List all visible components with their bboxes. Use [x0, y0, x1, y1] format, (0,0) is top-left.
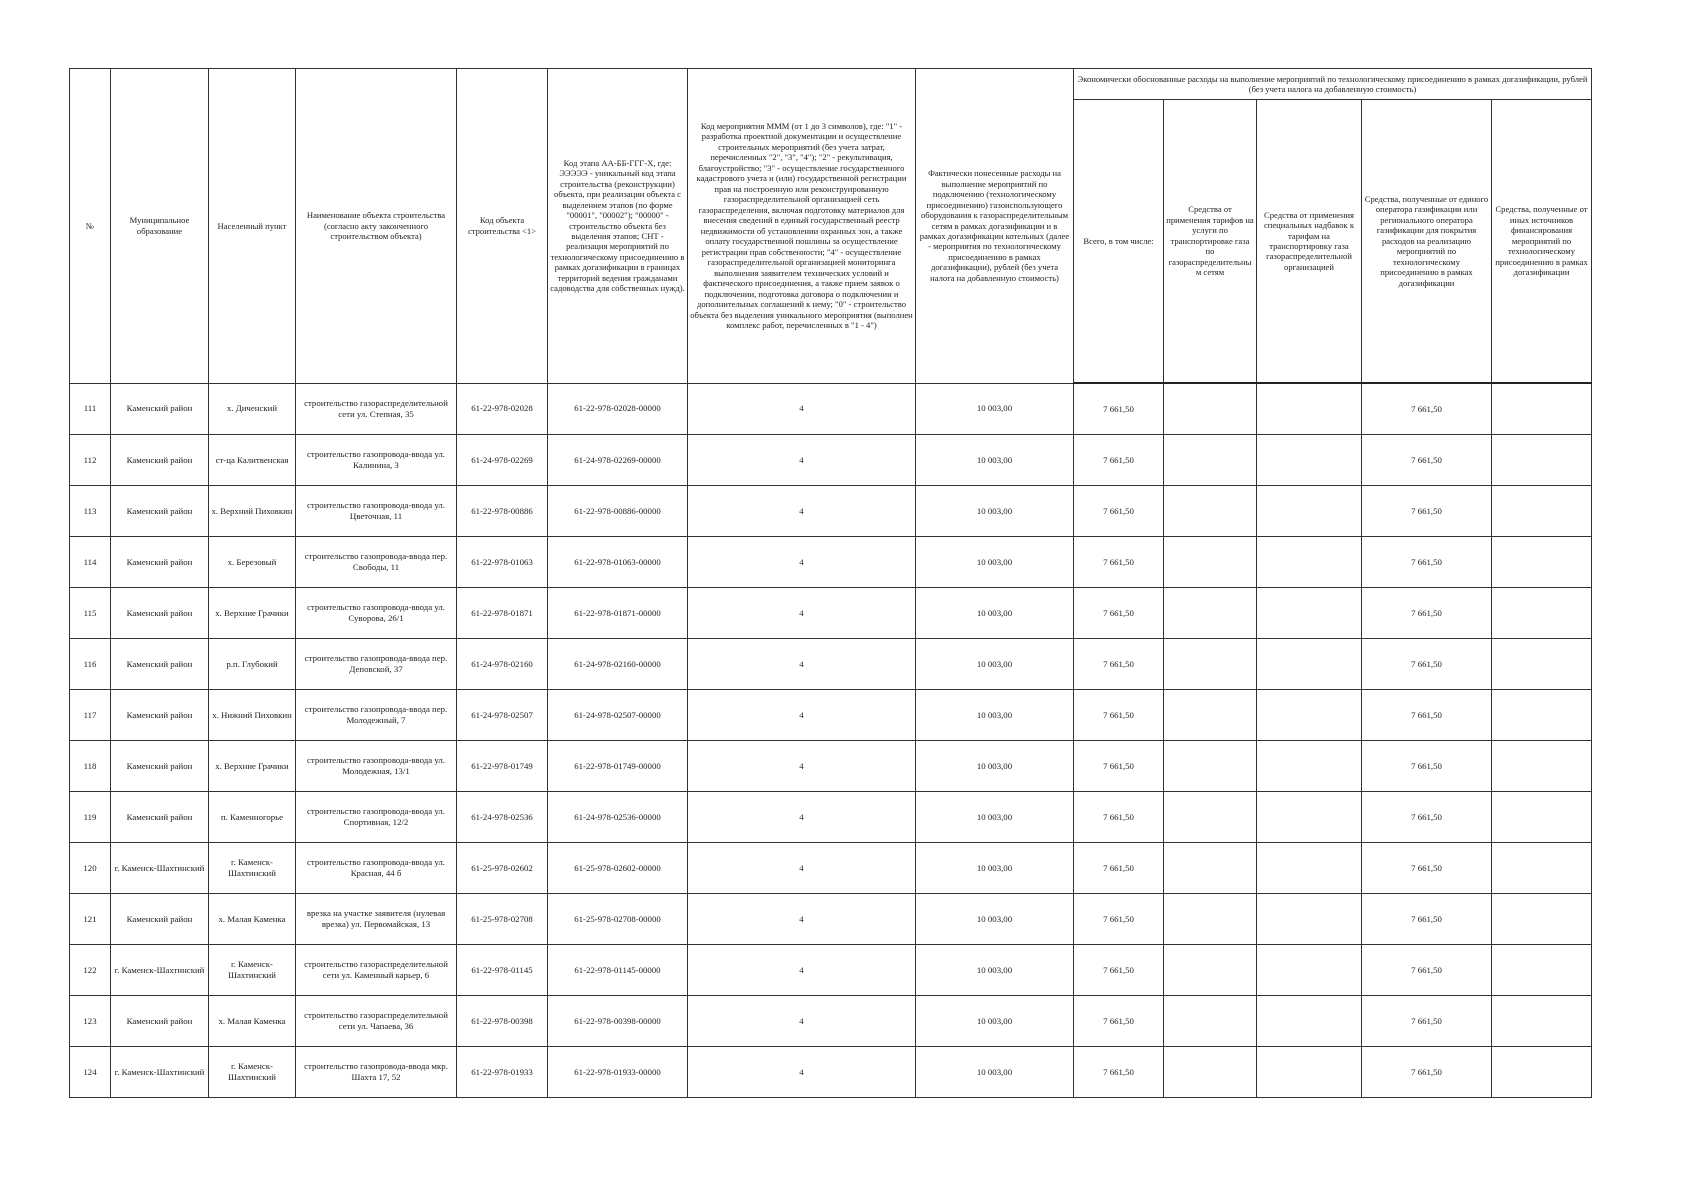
cell-settlement: г. Каменск-Шахтинский [209, 945, 296, 996]
cell-object-name: строительство газопровода-ввода ул. Цветочная, 11 [296, 486, 457, 537]
cell-stage-code: 61-22-978-00398-00000 [548, 996, 688, 1047]
cell-stage-code: 61-22-978-01749-00000 [548, 741, 688, 792]
table-row [70, 792, 1592, 843]
cell-settlement: х. Малая Каменка [209, 894, 296, 945]
cell-surcharges [1257, 792, 1362, 843]
cell-actual-costs: 10 003,00 [916, 741, 1074, 792]
cell-operator: 7 661,50 [1362, 741, 1492, 792]
cell-tariffs [1164, 383, 1257, 435]
cell-operator: 7 661,50 [1362, 792, 1492, 843]
cell-total: 7 661,50 [1074, 996, 1164, 1047]
cell-surcharges [1257, 537, 1362, 588]
cell-num: 122 [70, 945, 111, 996]
cell-event-code: 4 [688, 486, 916, 537]
cell-total: 7 661,50 [1074, 741, 1164, 792]
cell-total: 7 661,50 [1074, 945, 1164, 996]
cell-tariffs [1164, 537, 1257, 588]
table-body [70, 383, 1592, 1098]
cell-surcharges [1257, 588, 1362, 639]
cell-object-name: строительство газораспределительной сети ул. Степная, 35 [296, 383, 457, 435]
cell-operator: 7 661,50 [1362, 588, 1492, 639]
cell-object-code: 61-24-978-02507 [457, 690, 548, 741]
cell-total: 7 661,50 [1074, 588, 1164, 639]
header-actual-costs: Фактически понесенные расходы на выполнение мероприятий по подключению (технологическому присоединению) газоиспользующего оборудования к газораспределительным сетям в рамках догазификации и в рамках догазификации котельных (далее - мероприятия по технологическому присоединению в рамках догазификации), рублей (без учета налога на добавленную стоимость) [916, 69, 1074, 384]
cell-settlement: х. Верхний Пиховкин [209, 486, 296, 537]
cell-surcharges [1257, 383, 1362, 435]
cell-municipality: Каменский район [111, 537, 209, 588]
cell-object-name: строительство газораспределительной сети ул. Каменный карьер, 6 [296, 945, 457, 996]
cell-object-name: строительство газораспределительной сети ул. Чапаева, 36 [296, 996, 457, 1047]
cell-total: 7 661,50 [1074, 792, 1164, 843]
cell-settlement: х. Нижний Пиховкин [209, 690, 296, 741]
table-row [70, 843, 1592, 894]
cell-num: 123 [70, 996, 111, 1047]
cell-tariffs [1164, 588, 1257, 639]
cell-actual-costs: 10 003,00 [916, 588, 1074, 639]
cell-surcharges [1257, 639, 1362, 690]
cell-surcharges [1257, 945, 1362, 996]
table-row [70, 537, 1592, 588]
cell-municipality: Каменский район [111, 741, 209, 792]
cell-operator: 7 661,50 [1362, 894, 1492, 945]
cell-event-code: 4 [688, 996, 916, 1047]
cell-object-code: 61-22-978-01145 [457, 945, 548, 996]
cell-actual-costs: 10 003,00 [916, 945, 1074, 996]
cell-object-code: 61-22-978-01063 [457, 537, 548, 588]
table-row [70, 435, 1592, 486]
cell-total: 7 661,50 [1074, 690, 1164, 741]
cell-object-code: 61-25-978-02708 [457, 894, 548, 945]
cell-settlement: г. Каменск-Шахтинский [209, 1047, 296, 1098]
cell-municipality: Каменский район [111, 792, 209, 843]
cell-actual-costs: 10 003,00 [916, 486, 1074, 537]
cell-other-sources [1492, 792, 1592, 843]
cell-operator: 7 661,50 [1362, 383, 1492, 435]
table-row [70, 690, 1592, 741]
cell-object-name: строительство газопровода-ввода пер. Молодежный, 7 [296, 690, 457, 741]
cell-object-name: строительство газопровода-ввода пер. Деповской, 37 [296, 639, 457, 690]
table-row [70, 945, 1592, 996]
cell-num: 124 [70, 1047, 111, 1098]
cell-operator: 7 661,50 [1362, 486, 1492, 537]
header-tariffs: Средства от применения тарифов на услуги по транспортировке газа по газораспределительным сетям [1164, 100, 1257, 384]
cell-num: 114 [70, 537, 111, 588]
cell-other-sources [1492, 537, 1592, 588]
cell-operator: 7 661,50 [1362, 1047, 1492, 1098]
header-operator: Средства, полученные от единого оператора газификации или регионального оператора газификации для покрытия расходов на реализацию мероприятий по технологическому присоединению в рамках догазификации [1362, 100, 1492, 384]
table-row [70, 486, 1592, 537]
cell-settlement: х. Диченский [209, 383, 296, 435]
cell-total: 7 661,50 [1074, 639, 1164, 690]
cell-other-sources [1492, 1047, 1592, 1098]
table-row [70, 996, 1592, 1047]
cell-tariffs [1164, 1047, 1257, 1098]
cell-surcharges [1257, 894, 1362, 945]
cell-total: 7 661,50 [1074, 383, 1164, 435]
header-event-code: Код мероприятия МММ (от 1 до 3 символов), где: "1" - разработка проектной документации и осуществление строительных мероприятий (без учета затрат, перечисленных "2", "3", "4"); "2" - рекультивация, благоустройство; "3" - осуществление государственного кадастрового учета и (или) государственной регистрации прав на построенную или реконструированную газораспределительной организацией сеть газораспределения, включая подготовку материалов для внесения сведений в единый государственный реестр недвижимости об установлении охранных зон, а также оплату государственной пошлины за осуществление регистрации прав собственности; "4" - осуществление газораспределительной организацией мониторинга выполнения заявителем технических условий и фактического присоединения, а также прием заявок о подключении, подготовка договора о подключении и дополнительных соглашений к нему; "0" - строительство объекта без выделения уникального мероприятия (выполнен комплекс работ, перечисленных в "1 - 4") [688, 69, 916, 384]
cell-object-name: строительство газопровода-ввода ул. Красная, 44 б [296, 843, 457, 894]
cell-actual-costs: 10 003,00 [916, 843, 1074, 894]
cell-num: 117 [70, 690, 111, 741]
cell-num: 111 [70, 383, 111, 435]
header-municipality: Муниципальное образование [111, 69, 209, 384]
cell-stage-code: 61-24-978-02536-00000 [548, 792, 688, 843]
table-row [70, 1047, 1592, 1098]
cell-surcharges [1257, 690, 1362, 741]
cell-object-code: 61-24-978-02269 [457, 435, 548, 486]
cell-event-code: 4 [688, 383, 916, 435]
cell-operator: 7 661,50 [1362, 843, 1492, 894]
cell-settlement: х. Березовый [209, 537, 296, 588]
cell-settlement: ст-ца Калитвенская [209, 435, 296, 486]
cell-surcharges [1257, 843, 1362, 894]
cell-total: 7 661,50 [1074, 843, 1164, 894]
cell-other-sources [1492, 996, 1592, 1047]
cell-total: 7 661,50 [1074, 435, 1164, 486]
cell-other-sources [1492, 741, 1592, 792]
header-total: Всего, в том числе: [1074, 100, 1164, 384]
cell-settlement: р.п. Глубокий [209, 639, 296, 690]
cell-object-code: 61-22-978-01871 [457, 588, 548, 639]
cell-actual-costs: 10 003,00 [916, 996, 1074, 1047]
cell-stage-code: 61-25-978-02602-00000 [548, 843, 688, 894]
cell-object-name: строительство газопровода-ввода ул. Калинина, 3 [296, 435, 457, 486]
gasification-costs-table [69, 68, 1592, 1098]
cell-other-sources [1492, 486, 1592, 537]
cell-stage-code: 61-24-978-02269-00000 [548, 435, 688, 486]
cell-municipality: г. Каменск-Шахтинский [111, 843, 209, 894]
cell-event-code: 4 [688, 690, 916, 741]
cell-event-code: 4 [688, 588, 916, 639]
cell-operator: 7 661,50 [1362, 945, 1492, 996]
cell-event-code: 4 [688, 639, 916, 690]
cell-object-name: строительство газопровода-ввода ул. Спортивная, 12/2 [296, 792, 457, 843]
cell-municipality: Каменский район [111, 894, 209, 945]
cell-object-code: 61-22-978-02028 [457, 383, 548, 435]
cell-municipality: Каменский район [111, 690, 209, 741]
header-object-code: Код объекта строительства <1> [457, 69, 548, 384]
cell-operator: 7 661,50 [1362, 690, 1492, 741]
cell-operator: 7 661,50 [1362, 996, 1492, 1047]
cell-actual-costs: 10 003,00 [916, 792, 1074, 843]
cell-stage-code: 61-25-978-02708-00000 [548, 894, 688, 945]
table-row [70, 588, 1592, 639]
cell-surcharges [1257, 996, 1362, 1047]
cell-municipality: Каменский район [111, 383, 209, 435]
cell-tariffs [1164, 894, 1257, 945]
cell-other-sources [1492, 588, 1592, 639]
cell-surcharges [1257, 1047, 1362, 1098]
cell-stage-code: 61-24-978-02160-00000 [548, 639, 688, 690]
cell-object-name: строительство газопровода-ввода ул. Молодежная, 13/1 [296, 741, 457, 792]
cell-num: 115 [70, 588, 111, 639]
cell-object-code: 61-24-978-02160 [457, 639, 548, 690]
cell-actual-costs: 10 003,00 [916, 537, 1074, 588]
cell-event-code: 4 [688, 741, 916, 792]
table-row [70, 894, 1592, 945]
cell-tariffs [1164, 639, 1257, 690]
cell-actual-costs: 10 003,00 [916, 435, 1074, 486]
cell-event-code: 4 [688, 1047, 916, 1098]
cell-event-code: 4 [688, 537, 916, 588]
cell-object-name: строительство газопровода-ввода ул. Суворова, 26/1 [296, 588, 457, 639]
cell-actual-costs: 10 003,00 [916, 1047, 1074, 1098]
cell-stage-code: 61-22-978-01871-00000 [548, 588, 688, 639]
header-num: № [70, 69, 111, 384]
cell-municipality: г. Каменск-Шахтинский [111, 945, 209, 996]
cell-municipality: Каменский район [111, 588, 209, 639]
table-row [70, 741, 1592, 792]
cell-object-code: 61-24-978-02536 [457, 792, 548, 843]
header-surcharges: Средства от применения специальных надбавок к тарифам на транспортировку газа газораспределительной организацией [1257, 100, 1362, 384]
cell-event-code: 4 [688, 435, 916, 486]
cell-stage-code: 61-24-978-02507-00000 [548, 690, 688, 741]
cell-stage-code: 61-22-978-01933-00000 [548, 1047, 688, 1098]
cell-event-code: 4 [688, 843, 916, 894]
cell-object-name: строительство газопровода-ввода пер. Свободы, 11 [296, 537, 457, 588]
cell-total: 7 661,50 [1074, 1047, 1164, 1098]
header-settlement: Населенный пункт [209, 69, 296, 384]
cell-tariffs [1164, 843, 1257, 894]
cell-object-code: 61-22-978-00398 [457, 996, 548, 1047]
cell-num: 120 [70, 843, 111, 894]
cell-settlement: х. Верхние Грачики [209, 741, 296, 792]
cell-num: 113 [70, 486, 111, 537]
cell-surcharges [1257, 435, 1362, 486]
cell-tariffs [1164, 435, 1257, 486]
header-stage-code: Код этапа АА-ББ-ГГГ-Х, где: ЭЭЭЭЭ - уникальный код этапа строительства (реконструкции) объекта, при реализации объекта с выделением этапов (по форме "00001", "00002"); "00000" - строительство объекта без выделения этапов; СНТ - реализация мероприятий по технологическому присоединению в рамках догазификации в границах территорий ведения гражданами садоводства для собственных нужд). [548, 69, 688, 384]
cell-num: 121 [70, 894, 111, 945]
cell-operator: 7 661,50 [1362, 435, 1492, 486]
cell-surcharges [1257, 486, 1362, 537]
cell-object-code: 61-22-978-01933 [457, 1047, 548, 1098]
cell-num: 118 [70, 741, 111, 792]
header-other-sources: Средства, полученные от иных источников финансирования мероприятий по технологическому присоединению в рамках догазификации [1492, 100, 1592, 384]
cell-municipality: г. Каменск-Шахтинский [111, 1047, 209, 1098]
cell-other-sources [1492, 383, 1592, 435]
cell-tariffs [1164, 741, 1257, 792]
cell-settlement: г. Каменск-Шахтинский [209, 843, 296, 894]
cell-stage-code: 61-22-978-00886-00000 [548, 486, 688, 537]
cell-actual-costs: 10 003,00 [916, 639, 1074, 690]
cell-settlement: х. Малая Каменка [209, 996, 296, 1047]
cell-other-sources [1492, 843, 1592, 894]
cell-other-sources [1492, 894, 1592, 945]
cell-municipality: Каменский район [111, 639, 209, 690]
cell-tariffs [1164, 792, 1257, 843]
cell-event-code: 4 [688, 945, 916, 996]
cell-object-code: 61-22-978-00886 [457, 486, 548, 537]
cell-tariffs [1164, 945, 1257, 996]
header-econ-group: Экономически обоснованные расходы на выполнение мероприятий по технологическому присоединению в рамках догазификации, рублей (без учета налога на добавленную стоимость) [1074, 69, 1592, 100]
cell-event-code: 4 [688, 894, 916, 945]
cell-municipality: Каменский район [111, 996, 209, 1047]
cell-num: 116 [70, 639, 111, 690]
cell-surcharges [1257, 741, 1362, 792]
cell-actual-costs: 10 003,00 [916, 383, 1074, 435]
cell-object-code: 61-25-978-02602 [457, 843, 548, 894]
cell-actual-costs: 10 003,00 [916, 894, 1074, 945]
header-object-name: Наименование объекта строительства (согласно акту законченного строительством объекта) [296, 69, 457, 384]
cell-num: 119 [70, 792, 111, 843]
table-row [70, 383, 1592, 435]
cell-total: 7 661,50 [1074, 537, 1164, 588]
cell-stage-code: 61-22-978-01145-00000 [548, 945, 688, 996]
cell-event-code: 4 [688, 792, 916, 843]
table-row [70, 639, 1592, 690]
cell-other-sources [1492, 690, 1592, 741]
cell-other-sources [1492, 435, 1592, 486]
cell-other-sources [1492, 945, 1592, 996]
cell-object-name: строительство газопровода-ввода мкр. Шахта 17, 52 [296, 1047, 457, 1098]
cell-municipality: Каменский район [111, 435, 209, 486]
cell-tariffs [1164, 690, 1257, 741]
cell-operator: 7 661,50 [1362, 639, 1492, 690]
cell-actual-costs: 10 003,00 [916, 690, 1074, 741]
cell-tariffs [1164, 486, 1257, 537]
cell-object-name: врезка на участке заявителя (нулевая врезка) ул. Первомайская, 13 [296, 894, 457, 945]
table-header [70, 69, 1592, 384]
cell-stage-code: 61-22-978-02028-00000 [548, 383, 688, 435]
cell-stage-code: 61-22-978-01063-00000 [548, 537, 688, 588]
cell-tariffs [1164, 996, 1257, 1047]
cell-settlement: п. Каменногорье [209, 792, 296, 843]
cell-num: 112 [70, 435, 111, 486]
cell-object-code: 61-22-978-01749 [457, 741, 548, 792]
cell-municipality: Каменский район [111, 486, 209, 537]
cell-total: 7 661,50 [1074, 894, 1164, 945]
cell-other-sources [1492, 639, 1592, 690]
cell-settlement: х. Верхние Грачики [209, 588, 296, 639]
cell-total: 7 661,50 [1074, 486, 1164, 537]
cell-operator: 7 661,50 [1362, 537, 1492, 588]
